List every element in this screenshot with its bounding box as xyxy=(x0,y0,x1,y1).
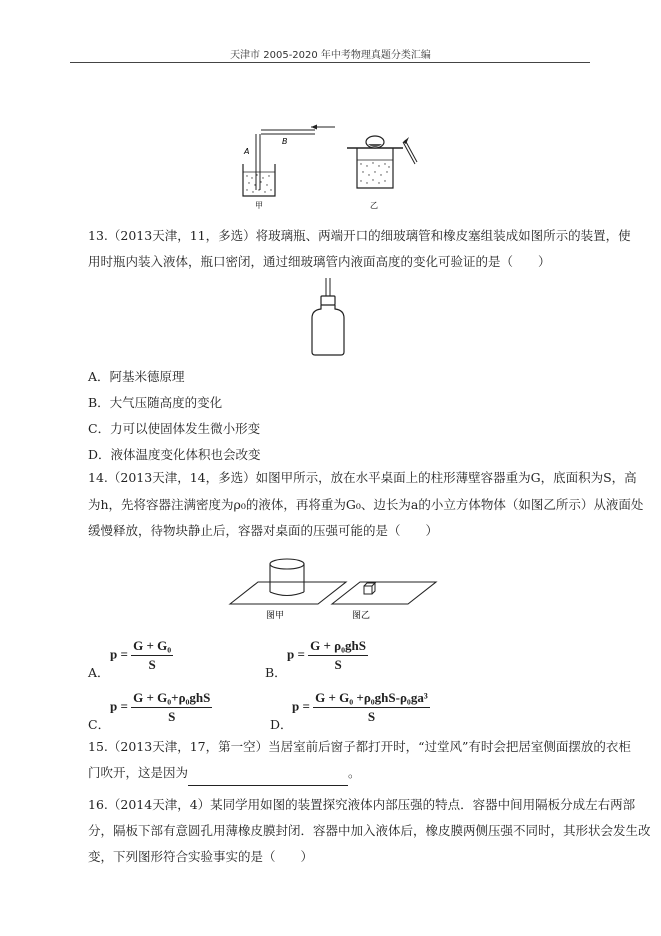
q13-option-b: B．大气压随高度的变化 xyxy=(88,395,223,410)
formula-denominator: S xyxy=(334,657,342,672)
jar-yi xyxy=(347,136,417,188)
formula-lhs: p = xyxy=(110,646,128,662)
q15-stem-line2 xyxy=(88,760,361,786)
label-a: A xyxy=(244,147,250,156)
q13-stem-line1: 13.（2013天津，11，多选）将玻璃瓶、两端开口的细玻璃管和橡皮塞组装成如图所示的装置，使 xyxy=(88,228,631,243)
q13-option-d: D．液体温度变化体积也会改变 xyxy=(88,447,261,462)
page-header: 天津市 2005-2020 年中考物理真题分类汇编 xyxy=(230,50,431,61)
q14-option-d-letter: D． xyxy=(270,717,293,732)
q14-stem-line2: 为h，先将容器注满密度为ρ₀的液体，再将重为G₀、边长为a的小立方体物体（如图乙所示）从液面处 xyxy=(88,497,644,512)
formula-denominator: S xyxy=(168,709,176,724)
formula-numerator: G + ρ₀ghS xyxy=(308,638,368,656)
q13-option-c: C．力可以使固体发生微小形变 xyxy=(88,421,261,436)
q15-answer-blank[interactable] xyxy=(188,773,348,786)
q13-stem-line2: 用时瓶内装入液体，瓶口密闭，通过细玻璃管内液面高度的变化可验证的是（ ） xyxy=(88,254,551,269)
beaker-jia xyxy=(243,125,335,197)
q14-option-a-letter: A． xyxy=(88,665,110,680)
q16-stem-line3: 变，下列图形符合实验事实的是（ ） xyxy=(88,849,314,864)
bottle-figure xyxy=(304,276,354,358)
formula-numerator: G + G₀ xyxy=(131,638,173,656)
small-cube xyxy=(364,583,375,594)
q15-text-before-blank: 门吹开，这是因为 xyxy=(88,765,189,780)
formula-lhs: p = xyxy=(292,698,310,714)
label-b: B xyxy=(282,137,288,146)
cylinder-container xyxy=(270,559,304,596)
formula-denominator: S xyxy=(148,657,156,672)
q16-stem-line2: 分，隔板下部有意圆孔用薄橡皮膜封闭．容器中加入液体后，橡皮膜两侧压强不同时，其形状会发生改 xyxy=(88,823,651,838)
q15-stem-line1: 15.（2013天津，17，第一空）当居室前后窗子都打开时，“过堂风”有时会把居室侧面摆放的衣柜 xyxy=(88,739,631,754)
q14-option-b-formula xyxy=(287,638,368,673)
q14-stem-line1: 14.（2013天津，14，多选）如图甲所示，放在水平桌面上的柱形薄壁容器重为G，底面积为S，高 xyxy=(88,470,637,485)
q14-figure xyxy=(228,554,438,626)
header-divider xyxy=(70,62,590,63)
q14-option-a-formula xyxy=(110,638,173,673)
formula-denominator: S xyxy=(367,709,376,724)
formula-numerator: G + G₀+ρ₀ghS xyxy=(131,690,212,708)
q15-text-after-blank: 。 xyxy=(348,765,361,780)
q14-option-c-formula xyxy=(110,690,212,725)
top-figure xyxy=(225,120,425,212)
q14-stem-line3: 缓慢释放，待物块静止后，容器对桌面的压强可能的是（ ） xyxy=(88,523,439,538)
formula-numerator: G + G₀ +ρ₀ghS-ρ₀ga³ xyxy=(313,690,430,708)
q14-fig-label-yi: 图乙 xyxy=(352,611,371,621)
label-yi: 乙 xyxy=(370,201,378,210)
q16-stem-line1: 16.（2014天津，4）某同学用如图的装置探究液体内部压强的特点．容器中间用隔板分成左右两部 xyxy=(88,797,636,812)
label-jia: 甲 xyxy=(255,201,263,210)
q14-option-d-formula xyxy=(292,690,430,725)
q14-option-b-letter: B． xyxy=(265,665,287,680)
q14-fig-label-jia: 图甲 xyxy=(266,611,285,621)
formula-lhs: p = xyxy=(287,646,305,662)
formula-lhs: p = xyxy=(110,698,128,714)
q14-option-c-letter: C． xyxy=(88,717,111,732)
q13-option-a: A．阿基米德原理 xyxy=(88,369,185,384)
